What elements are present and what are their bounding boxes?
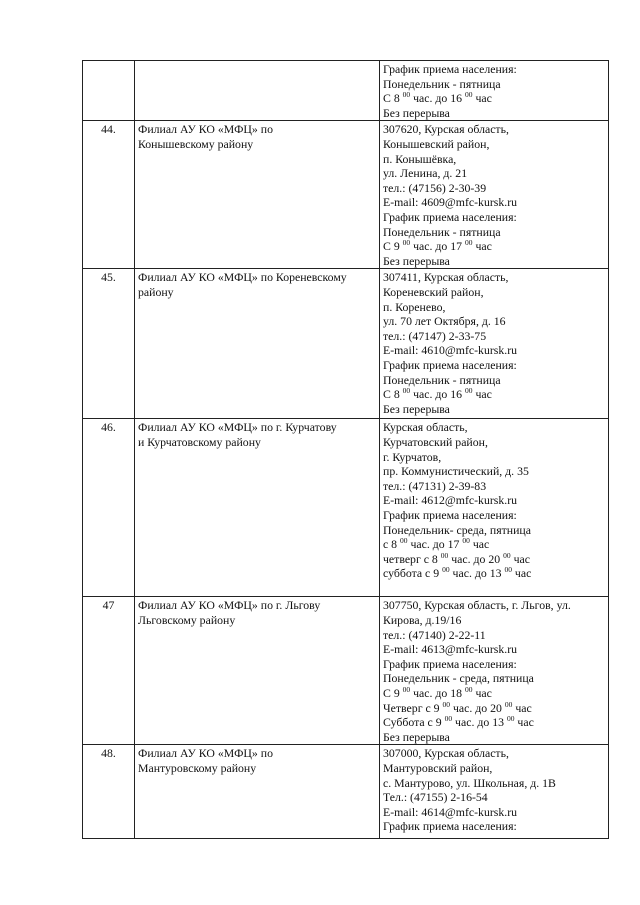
branch-info-line: Тел.: (47155) 2-16-54 xyxy=(383,790,488,805)
branch-info-line: пр. Коммунистический, д. 35 xyxy=(383,464,529,479)
branch-contact-info xyxy=(380,121,609,269)
branch-name-line: Филиал АУ КО «МФЦ» по Кореневскому xyxy=(138,270,347,285)
superscript-minutes: 00 xyxy=(402,238,411,248)
row-number: 48. xyxy=(83,745,135,839)
branch-info-line: тел.: (47156) 2-30-39 xyxy=(383,180,487,195)
branch-name-line: Льговскому району xyxy=(138,612,236,627)
branch-info-line: с 8 $^{00}$ час. до 17 $^{00}$ час xyxy=(383,536,490,552)
superscript-minutes: 00 xyxy=(465,386,473,396)
superscript-minutes: 00 xyxy=(504,565,512,575)
branch-name-line: и Курчатовскому району xyxy=(138,434,261,449)
branch-info-line: Кирова, д.19/16 xyxy=(383,612,462,627)
branch-info-line: Понедельник - пятница xyxy=(383,76,501,91)
row-number: 45. xyxy=(83,269,135,419)
branch-contact-info xyxy=(380,61,609,121)
branch-name xyxy=(135,419,380,597)
superscript-minutes: 00 xyxy=(442,565,450,575)
branch-info-line: 307411, Курская область, xyxy=(383,270,509,285)
branch-info-line: График приема населения: xyxy=(383,357,517,372)
branch-info-line: тел.: (47147) 2-33-75 xyxy=(383,328,487,343)
table-row xyxy=(83,121,609,269)
branch-info-line: Четверг с 9 $^{00}$ час. до 20 $^{00}$ час xyxy=(383,699,532,715)
branch-info-line: Кореневский район, xyxy=(383,284,484,299)
branch-info-line: Без перерыва xyxy=(383,729,450,744)
superscript-minutes: 00 xyxy=(503,550,511,560)
superscript-minutes: 00 xyxy=(444,714,453,724)
superscript-minutes: 00 xyxy=(506,714,515,724)
branch-name-line: Филиал АУ КО «МФЦ» по xyxy=(138,746,273,761)
branch-info-line: суббота с 9 $^{00}$ час. до 13 $^{00}$ час xyxy=(383,565,532,581)
branch-info-line: С 9 $^{00}$ час. до 17 $^{00}$ час xyxy=(383,238,492,254)
branches-table-body xyxy=(83,61,609,839)
branch-name xyxy=(135,597,380,745)
row-number: 47 xyxy=(83,597,135,745)
branch-name-line: Филиал АУ КО «МФЦ» по xyxy=(138,122,273,137)
branch-name xyxy=(135,745,380,839)
branch-info-line: 307000, Курская область, xyxy=(383,746,509,761)
branch-contact-info xyxy=(380,745,609,839)
branches-table xyxy=(82,60,609,839)
branch-info-line: Понедельник- среда, пятница xyxy=(383,522,531,537)
table-row xyxy=(83,419,609,597)
branch-info-line: График приема населения: xyxy=(383,656,517,671)
superscript-minutes: 00 xyxy=(465,684,473,694)
superscript-minutes: 00 xyxy=(465,238,473,248)
branch-info-line: ул. 70 лет Октября, д. 16 xyxy=(383,314,506,329)
branch-name-line: Филиал АУ КО «МФЦ» по г. Курчатову xyxy=(138,420,337,435)
table-row xyxy=(83,597,609,745)
table-row xyxy=(83,269,609,419)
table-row xyxy=(83,61,609,121)
branch-info-line: ул. Ленина, д. 21 xyxy=(383,166,468,181)
branch-info-line: Мантуровский район, xyxy=(383,760,493,775)
superscript-minutes: 00 xyxy=(504,699,513,709)
branch-info-line: График приема населения: xyxy=(383,209,517,224)
branch-info-line: четверг с 8 $^{00}$ час. до 20 $^{00}$ час xyxy=(383,550,530,566)
branch-info-line: С 9 $^{00}$ час. до 18 $^{00}$ час xyxy=(383,684,492,700)
branch-name xyxy=(135,61,380,121)
branch-info-line: Без перерыва xyxy=(383,253,450,268)
branch-info-line xyxy=(383,581,605,596)
superscript-minutes: 00 xyxy=(402,90,411,100)
branch-info-line: п. Конышёвка, xyxy=(383,151,457,166)
branch-email: E-mail: 4609@mfc-kursk.ru xyxy=(383,195,518,210)
branch-name-line: Филиал АУ КО «МФЦ» по г. Льгову xyxy=(138,598,321,613)
branch-name-line: Конышевскому району xyxy=(138,136,254,151)
branch-info-line: Понедельник - пятница xyxy=(383,224,501,239)
branch-info-line: п. Коренево, xyxy=(383,299,446,314)
branch-info-line: С 8 $^{00}$ час. до 16 $^{00}$ час xyxy=(383,386,492,402)
branch-info-line: с. Мантурово, ул. Школьная, д. 1В xyxy=(383,775,556,790)
row-number: 44. xyxy=(83,121,135,269)
superscript-minutes: 00 xyxy=(402,684,411,694)
branch-info-line: Понедельник - пятница xyxy=(383,372,501,387)
branch-name xyxy=(135,121,380,269)
branch-info-line: тел.: (47131) 2-39-83 xyxy=(383,478,487,493)
superscript-minutes: 00 xyxy=(400,536,408,546)
superscript-minutes: 00 xyxy=(402,386,411,396)
branch-info-line: График приема населения: xyxy=(383,62,517,76)
branch-info-line: Конышевский район, xyxy=(383,136,490,151)
branch-name-line: району xyxy=(138,284,174,299)
branch-info-line: тел.: (47140) 2-22-11 xyxy=(383,627,486,642)
branch-contact-info xyxy=(380,269,609,419)
branch-info-line: График приема населения: xyxy=(383,819,517,834)
branch-info-line: г. Курчатов, xyxy=(383,449,442,464)
superscript-minutes: 00 xyxy=(442,699,451,709)
row-number xyxy=(83,61,135,121)
branch-email: E-mail: 4612@mfc-kursk.ru xyxy=(383,493,518,508)
branch-email: E-mail: 4610@mfc-kursk.ru xyxy=(383,343,518,358)
branch-info-line: Понедельник - среда, пятница xyxy=(383,671,534,686)
branch-name xyxy=(135,269,380,419)
branch-info-line: Без перерыва xyxy=(383,105,450,120)
branch-contact-info xyxy=(380,419,609,597)
branch-info-line: С 8 $^{00}$ час. до 16 $^{00}$ час xyxy=(383,90,492,106)
superscript-minutes: 00 xyxy=(462,536,470,546)
branch-info-line: Суббота с 9 $^{00}$ час. до 13 $^{00}$ час xyxy=(383,714,534,730)
superscript-minutes: 00 xyxy=(465,90,473,100)
table-row xyxy=(83,745,609,839)
branch-name-line: Мантуровскому району xyxy=(138,760,257,775)
branch-info-line: Курчатовский район, xyxy=(383,434,488,449)
branch-email: E-mail: 4613@mfc-kursk.ru xyxy=(383,642,518,657)
row-number: 46. xyxy=(83,419,135,597)
superscript-minutes: 00 xyxy=(440,550,449,560)
branch-contact-info xyxy=(380,597,609,745)
branch-email: E-mail: 4614@mfc-kursk.ru xyxy=(383,804,518,819)
branch-info-line: График приема населения: xyxy=(383,507,517,522)
branch-info-line: 307750, Курская область, г. Льгов, ул. xyxy=(383,598,571,613)
branch-info-line: Без перерыва xyxy=(383,401,450,416)
branch-info-line: Курская область, xyxy=(383,420,468,435)
branch-info-line: 307620, Курская область, xyxy=(383,122,509,137)
